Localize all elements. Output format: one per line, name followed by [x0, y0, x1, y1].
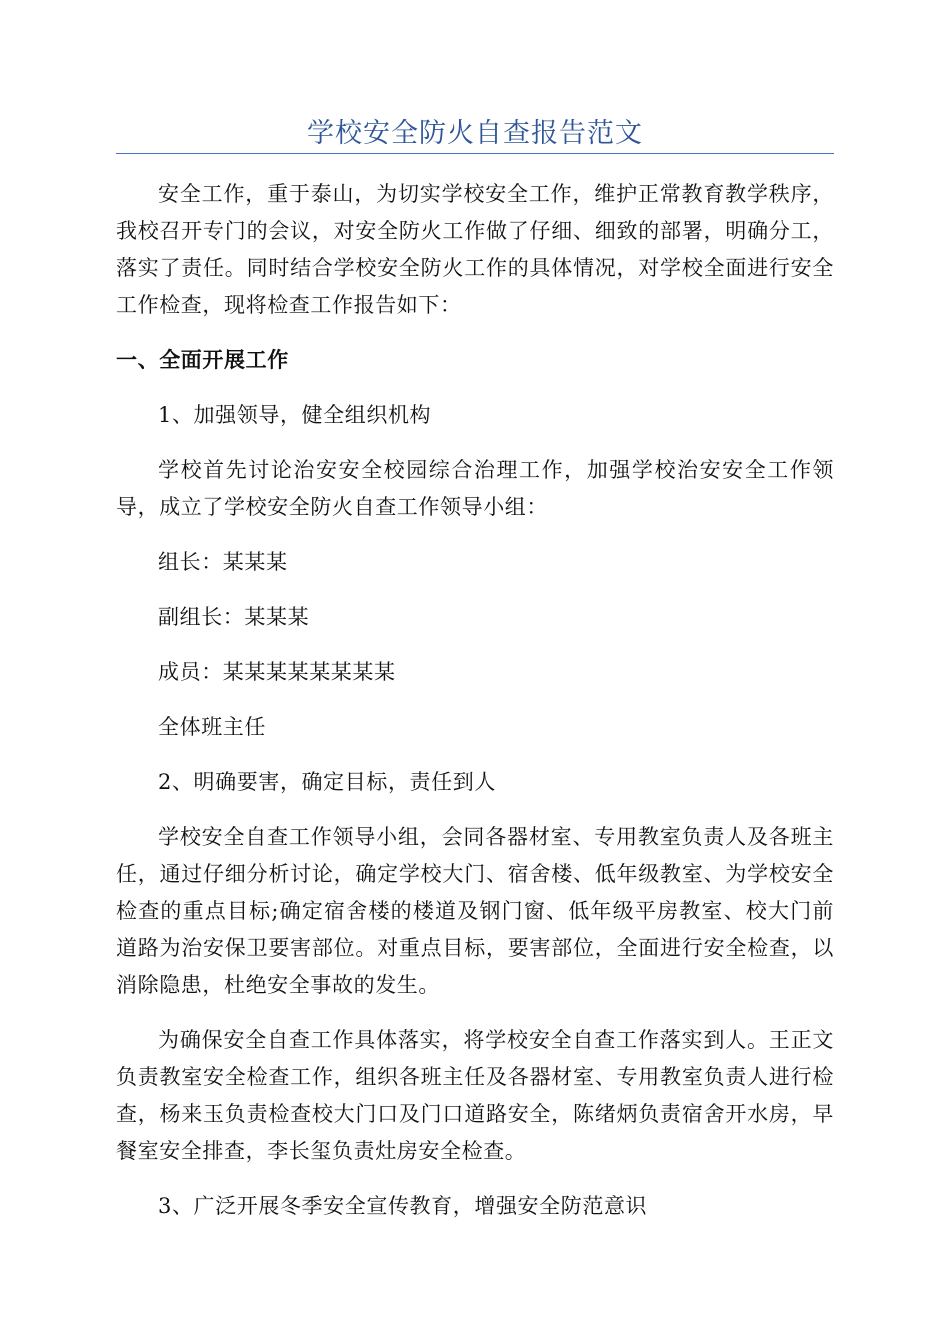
item-paragraph: 为确保安全自查工作具体落实，将学校安全自查工作落实到人。王正文负责教室安全检查工作，组织各班主任及各器材室、专用教室负责人进行检查，杨来玉负责检查校大门口及门口道路安全，陈绪炳负责宿舍开水房，早餐室安全排查，李长玺负责灶房安全检查。 — [116, 1028, 834, 1163]
item-title: 1、加强领导，健全组织机构 — [158, 403, 432, 427]
leader-line: 组长：某某某 — [158, 550, 288, 574]
intro-paragraph: 安全工作，重于泰山，为切实学校安全工作，维护正常教育教学秩序，我校召开专门的会议，对安全防火工作做了仔细、细致的部署，明确分工，落实了责任。同时结合学校安全防火工作的具体情况，对学校全面进行安全工作检查，现将检查工作报告如下： — [116, 182, 834, 317]
deputy-leader-line: 副组长：某某某 — [158, 605, 310, 629]
document-title: 学校安全防火自查报告范文 — [307, 118, 643, 149]
title-underline — [116, 153, 834, 154]
item-paragraph: 学校首先讨论治安安全校园综合治理工作，加强学校治安安全工作领导，成立了学校安全防火自查工作领导小组： — [116, 458, 834, 519]
members-line: 成员：某某某某某某某某 — [158, 660, 396, 684]
item-title: 3、广泛开展冬季安全宣传教育，增强安全防范意识 — [158, 1194, 648, 1218]
head-teachers-line: 全体班主任 — [158, 715, 266, 739]
section-heading: 一、全面开展工作 — [116, 348, 289, 372]
item-title: 2、明确要害，确定目标，责任到人 — [158, 770, 496, 794]
item-paragraph: 学校安全自查工作领导小组，会同各器材室、专用教室负责人及各班主任，通过仔细分析讨论，确定学校大门、宿舍楼、低年级教室、为学校安全检查的重点目标;确定宿舍楼的楼道及钢门窗、低年级平房教室、校大门前道路为治安保卫要害部位。对重点目标，要害部位，全面进行安全检查，以消除隐患，杜绝安全事故的发生。 — [116, 825, 834, 997]
document-body — [116, 176, 834, 1243]
